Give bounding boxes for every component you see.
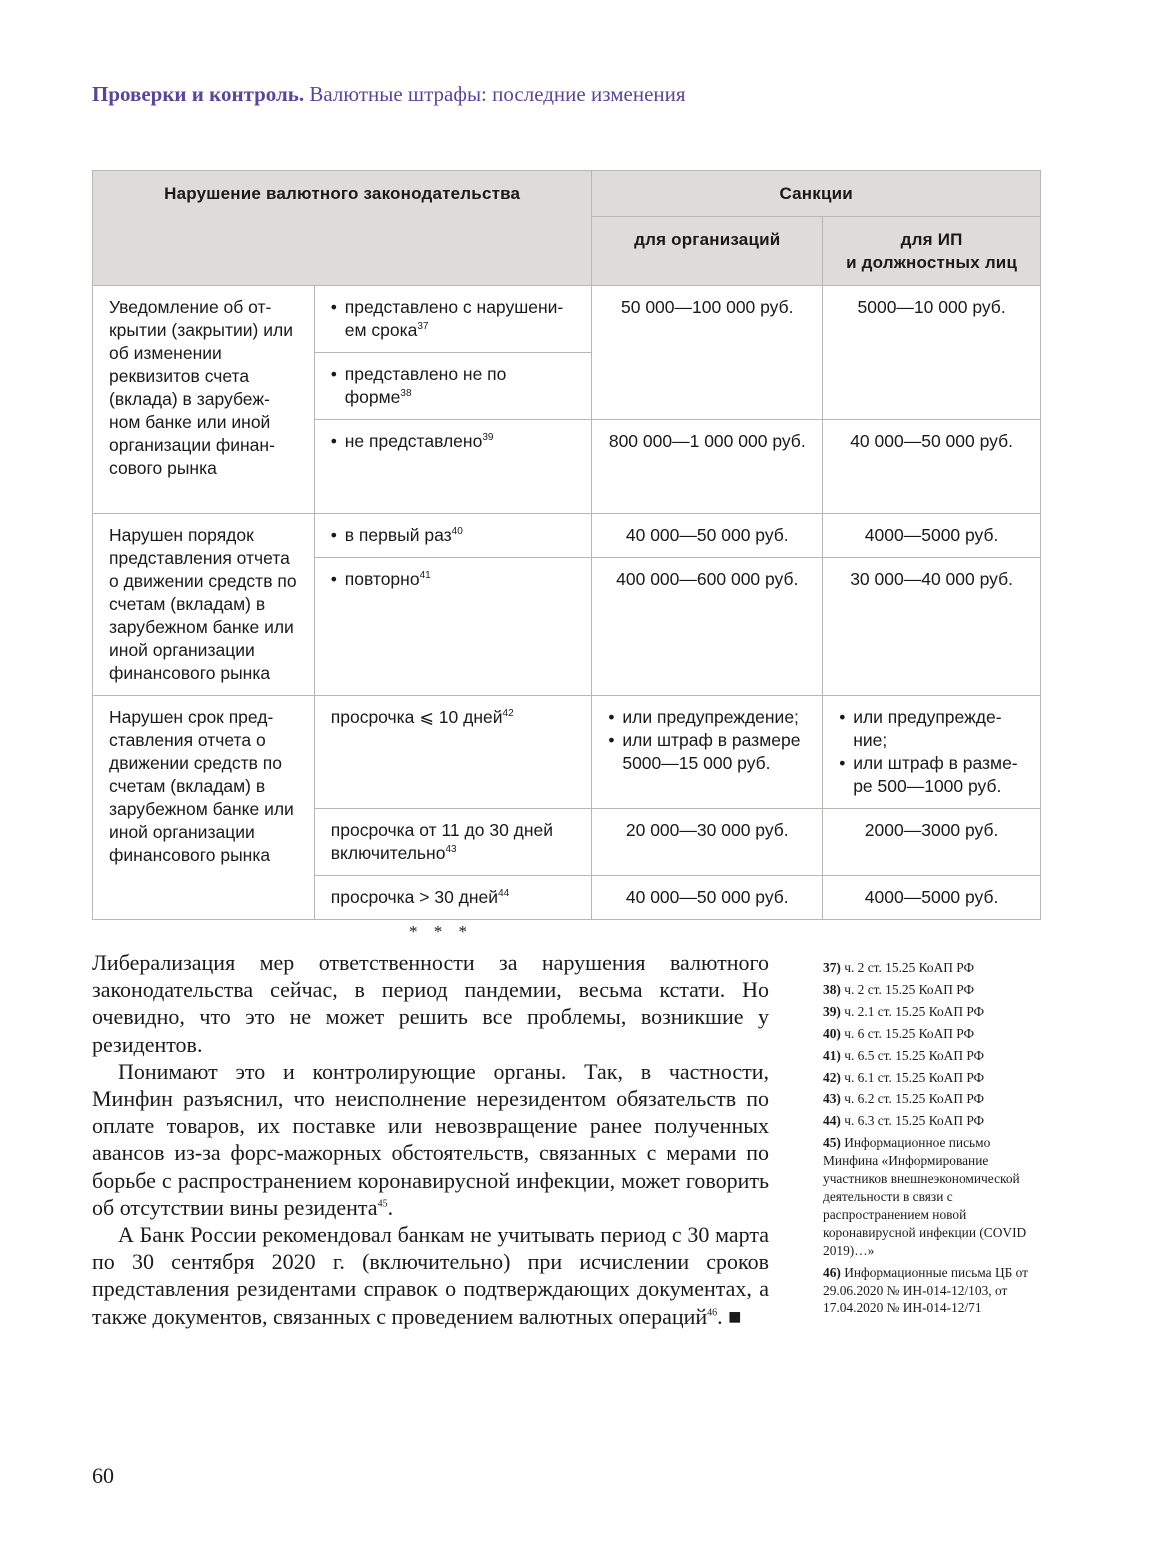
condition-cell: просрочка ⩽ 10 дней$^{42}$ [314, 696, 592, 809]
footnote: 45) Информационное письмо Минфина «Информирование участников внешнеэкономической деятельности в связи с распространением новой коронавирусной инфекции (COVID 2019)…» [823, 1135, 1027, 1258]
footnote-ref[interactable]: 38 [400, 388, 412, 400]
footnote: 38) ч. 2 ст. 15.25 КоАП РФ [823, 981, 975, 997]
footnotes [823, 959, 1043, 1321]
footnote-ref[interactable]: 46 [707, 1307, 718, 1319]
org-fine-cell: 50 000—100 000 руб. [592, 286, 823, 420]
ip-fine-cell: 30 000—40 000 руб. [823, 558, 1041, 696]
table-row [93, 514, 1041, 558]
org-fine-cell: 800 000—1 000 000 руб. [592, 420, 823, 514]
condition-cell: просрочка > 30 дней$^{44}$ [314, 876, 592, 920]
bullet-icon: • [608, 707, 615, 727]
ip-fine-cell: 2000—3000 руб. [823, 809, 1041, 876]
footnote-ref[interactable]: 41 [419, 570, 431, 582]
ip-fine-cell: 5000—10 000 руб. [823, 286, 1041, 420]
bullet-icon: • [330, 297, 337, 317]
condition-cell: просрочка от 11 до 30 дней включительно$^{43}$ [314, 809, 592, 876]
condition-cell: • представлено не по форме$^{38}$ [314, 353, 592, 420]
paragraph: Либерализация мер ответственности за нарушения валютного законодательства сейчас, в период пандемии, весьма кстати. Но очевидно, что это не может решить все проблемы, возникшие у резидентов. [92, 950, 769, 1057]
footnote-ref[interactable]: 40 [451, 526, 463, 538]
header-sanctions: Санкции [592, 171, 1041, 217]
ip-fine-cell: 40 000—50 000 руб. [823, 420, 1041, 514]
footnote-ref[interactable]: 44 [498, 888, 510, 900]
condition-cell: • не представлено$^{39}$ [314, 420, 592, 514]
bullet-icon: • [330, 431, 337, 451]
footnote-ref[interactable]: 45 [377, 1198, 388, 1210]
running-head [92, 82, 686, 107]
ip-fine-cell: • или предупрежде-ние; • или штраф в разме-ре 500—1000 руб. [823, 696, 1041, 809]
condition-cell: • в первый раз$^{40}$ [314, 514, 592, 558]
table-row [93, 286, 1041, 353]
violation-cell: Уведомление об от-крытии (закрытии) или об изменении реквизитов счета (вклада) в зарубеж-ном банке или иной организации финан-сового рынка [93, 286, 315, 514]
section-separator: * * * [409, 922, 473, 941]
table-header-row [93, 171, 1041, 217]
running-head-title: Валютные штрафы: последние изменения [309, 82, 686, 106]
page-number: 60 [92, 1463, 114, 1488]
footnote: 43) ч. 6.2 ст. 15.25 КоАП РФ [823, 1091, 985, 1107]
org-fine-cell: 400 000—600 000 руб. [592, 558, 823, 696]
footnote-ref[interactable]: 42 [502, 708, 514, 720]
org-fine-cell: 20 000—30 000 руб. [592, 809, 823, 876]
org-fine-cell: 40 000—50 000 руб. [592, 876, 823, 920]
table-row [93, 696, 1041, 809]
violation-cell: Нарушен срок пред-ставления отчета о движении средств по счетам (вкладам) в зарубежном банке или иной организации финансового рынка [93, 696, 315, 920]
header-for-ip-line2: и должностных лиц [846, 253, 1018, 272]
header-for-org: для организаций [592, 217, 823, 286]
footnote-ref[interactable]: 37 [417, 321, 429, 333]
header-for-ip-line1: для ИП [900, 230, 963, 249]
fines-table [92, 170, 1041, 920]
bullet-icon: • [330, 525, 337, 545]
footnote: 40) ч. 6 ст. 15.25 КоАП РФ [823, 1025, 975, 1041]
footnote: 39) ч. 2.1 ст. 15.25 КоАП РФ [823, 1003, 985, 1019]
bullet-icon: • [839, 707, 846, 727]
header-violation: Нарушение валютного законодательства [93, 171, 592, 286]
bullet-icon: • [330, 364, 337, 384]
ip-fine-cell: 4000—5000 руб. [823, 514, 1041, 558]
footnote: 37) ч. 2 ст. 15.25 КоАП РФ [823, 960, 975, 975]
footnote-ref[interactable]: 39 [482, 432, 494, 444]
bullet-icon: • [839, 753, 846, 773]
paragraph: Понимают это и контролирующие органы. Так, в частности, Минфин разъяснил, что неисполнение нерезидентом обязательств по оплате товаров, их поставке или невозвращение ранее полученных авансов из-за форс-мажорных обстоятельств, связанных с мерами по борьбе с распространением коронавирусной инфекции, может говорить об отсутствии вины резидента$^{45}$. [92, 1058, 769, 1220]
header-for-ip [823, 217, 1041, 286]
footnote: 46) Информационные письма ЦБ от 29.06.2020 № ИН-014-12/103, от 17.04.2020 № ИН-014-12/71 [823, 1264, 1029, 1316]
running-head-section: Проверки и контроль. [92, 82, 305, 106]
ip-fine-cell: 4000—5000 руб. [823, 876, 1041, 920]
body-text [92, 949, 769, 1330]
org-fine-cell: • или предупреждение; • или штраф в размере 5000—15 000 руб. [592, 696, 823, 809]
condition-cell: • повторно$^{41}$ [314, 558, 592, 696]
violation-cell: Нарушен порядок представления отчета о движении средств по счетам (вкладам) в зарубежном банке или иной организации финансового рынка [93, 514, 315, 696]
condition-cell: • представлено с нарушени-ем срока$^{37}$ [314, 286, 592, 353]
footnote: 44) ч. 6.3 ст. 15.25 КоАП РФ [823, 1113, 985, 1129]
footnote-ref[interactable]: 43 [445, 844, 457, 856]
footnote: 41) ч. 6.5 ст. 15.25 КоАП РФ [823, 1047, 985, 1063]
bullet-icon: • [608, 730, 615, 750]
org-fine-cell: 40 000—50 000 руб. [592, 514, 823, 558]
footnote: 42) ч. 6.1 ст. 15.25 КоАП РФ [823, 1069, 985, 1085]
paragraph: А Банк России рекомендовал банкам не учитывать период с 30 марта по 30 сентября 2020 г. (включительно) при исчислении сроков представления резидентами справок о подтверждающих документах, а также документов, связанных с проведением валютных операций$^{46}$. ■ [92, 1222, 769, 1329]
bullet-icon: • [330, 569, 337, 590]
